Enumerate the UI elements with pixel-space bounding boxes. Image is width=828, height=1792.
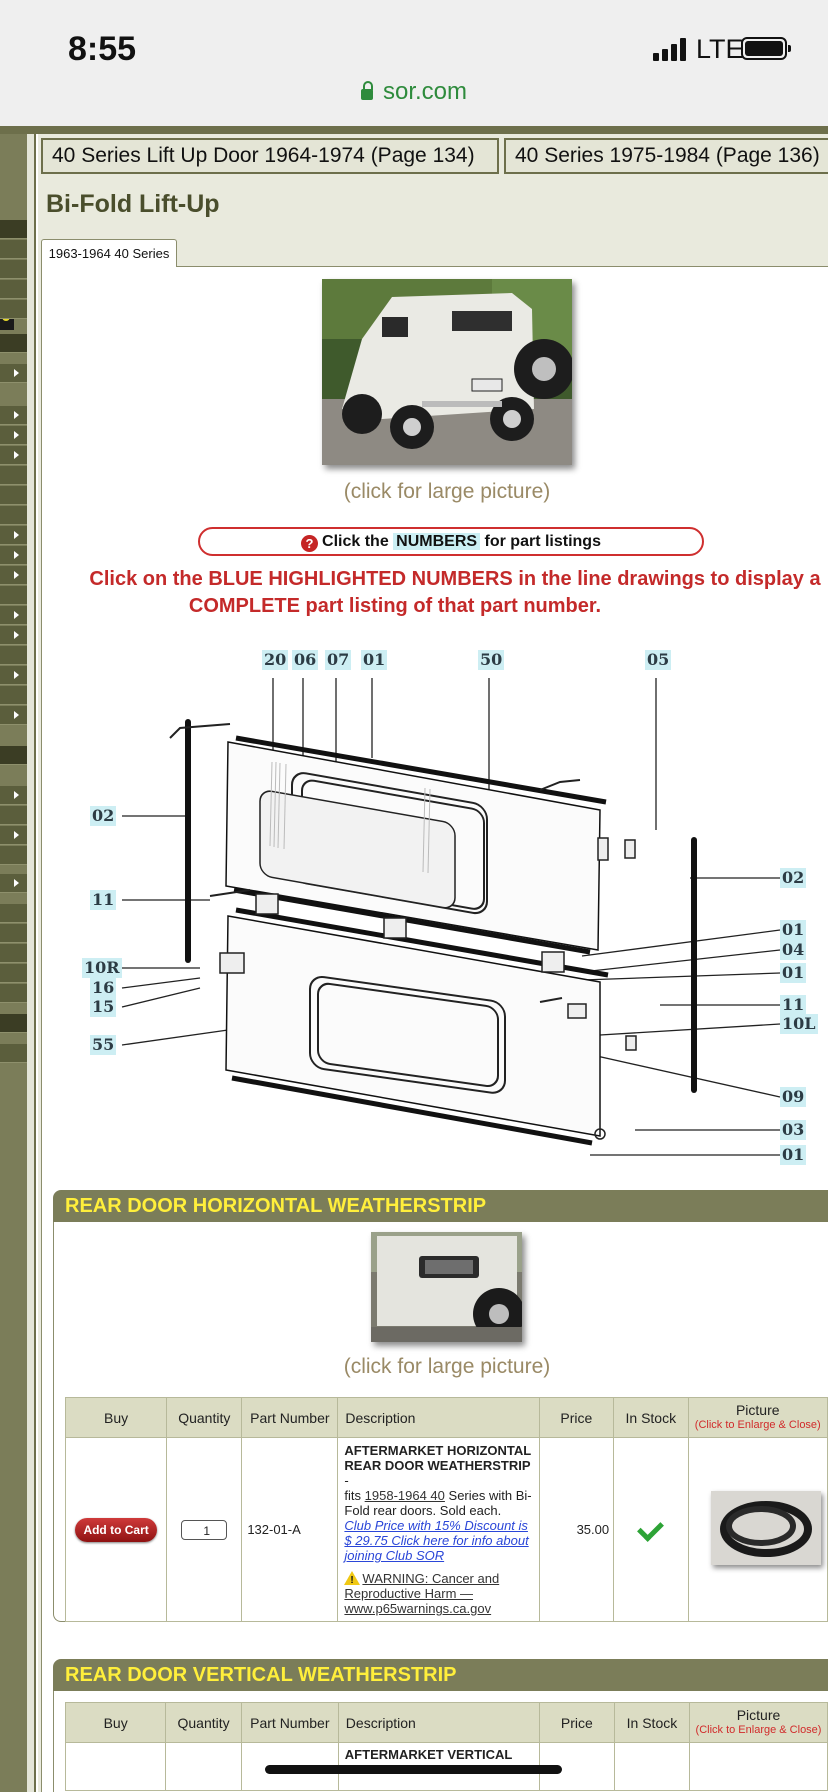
club-price-link[interactable]: Club Price with 15% Discount is $ 29.75 Click here for info about joining Club SOR bbox=[344, 1518, 529, 1563]
truck-photo[interactable] bbox=[322, 279, 572, 465]
col-price: Price bbox=[539, 1703, 614, 1743]
sidebar-item[interactable] bbox=[0, 486, 27, 505]
sidebar-item[interactable] bbox=[0, 546, 27, 565]
col-description: Description bbox=[338, 1703, 539, 1743]
chevron-right-icon bbox=[14, 551, 19, 559]
instructions-line-1: Click on the BLUE HIGHLIGHTED NUMBERS in the line drawings to display a bbox=[89, 568, 821, 590]
part-number-01[interactable]: 01 bbox=[782, 1145, 805, 1164]
part-number-02[interactable]: 02 bbox=[782, 868, 805, 887]
sidebar-item[interactable] bbox=[0, 334, 27, 353]
part-number-06[interactable]: 06 bbox=[294, 650, 317, 669]
part-number-01[interactable]: 01 bbox=[363, 650, 386, 669]
battery-icon bbox=[741, 37, 787, 60]
part-number-05[interactable]: 05 bbox=[647, 650, 670, 669]
sidebar-item[interactable] bbox=[0, 426, 27, 445]
hint-suffix: for part listings bbox=[484, 533, 601, 550]
sidebar-item[interactable] bbox=[0, 240, 27, 259]
numbers-hint-bar bbox=[198, 527, 704, 556]
instructions-line-2: COMPLETE part listing of that part number. bbox=[188, 595, 602, 617]
tab-lift-up-door[interactable]: 40 Series Lift Up Door 1964-1974 (Page 134) bbox=[41, 138, 499, 174]
col-part-number: Part Number bbox=[242, 1398, 338, 1438]
url-text: sor.com bbox=[382, 78, 468, 105]
table-header-row bbox=[66, 1398, 828, 1438]
chevron-right-icon bbox=[14, 831, 19, 839]
in-stock-cell bbox=[614, 1438, 688, 1622]
lock-icon bbox=[361, 89, 373, 100]
part-number-01[interactable]: 01 bbox=[782, 963, 805, 982]
table-header-row bbox=[66, 1703, 828, 1743]
tab-1963-1964[interactable]: 1963-1964 40 Series bbox=[41, 239, 177, 267]
picture-sublabel: (Click to Enlarge & Close) bbox=[695, 1723, 822, 1736]
add-to-cart-button[interactable]: Add to Cart bbox=[75, 1518, 157, 1542]
sidebar-item[interactable] bbox=[0, 904, 27, 923]
chevron-right-icon bbox=[14, 791, 19, 799]
sidebar-item[interactable] bbox=[0, 846, 27, 865]
part-number-20[interactable]: 20 bbox=[264, 650, 287, 669]
col-buy: Buy bbox=[66, 1398, 167, 1438]
part-number-55[interactable]: 55 bbox=[92, 1035, 115, 1054]
col-description: Description bbox=[338, 1398, 539, 1438]
sidebar-item[interactable] bbox=[0, 646, 27, 665]
col-buy: Buy bbox=[66, 1703, 166, 1743]
status-bar bbox=[0, 0, 828, 126]
price: 35.00 bbox=[539, 1438, 613, 1622]
sidebar-item[interactable] bbox=[0, 260, 27, 279]
fits-link[interactable]: 1958-1964 40 bbox=[364, 1488, 445, 1503]
network-label: LTE bbox=[696, 34, 744, 64]
part-number-11[interactable]: 11 bbox=[92, 890, 115, 909]
sidebar-item[interactable] bbox=[0, 706, 27, 725]
sidebar-item[interactable] bbox=[0, 964, 27, 983]
part-number-10l[interactable]: 10L bbox=[782, 1014, 816, 1033]
quantity-input[interactable]: 1 bbox=[181, 1520, 227, 1540]
section-header: REAR DOOR VERTICAL WEATHERSTRIP bbox=[53, 1659, 828, 1691]
picture-label: Picture bbox=[736, 1706, 781, 1723]
chevron-right-icon bbox=[14, 571, 19, 579]
sidebar-item[interactable] bbox=[0, 466, 27, 485]
section-header: REAR DOOR HORIZONTAL WEATHERSTRIP bbox=[53, 1190, 828, 1222]
signal-icon bbox=[653, 37, 693, 61]
col-in-stock: In Stock bbox=[614, 1398, 688, 1438]
sidebar-item[interactable] bbox=[0, 626, 27, 645]
chevron-right-icon bbox=[14, 531, 19, 539]
chevron-right-icon bbox=[14, 711, 19, 719]
sidebar-item[interactable] bbox=[0, 686, 27, 705]
part-number-50[interactable]: 50 bbox=[480, 650, 503, 669]
sidebar-item[interactable] bbox=[0, 300, 27, 319]
status-time: 8:55 bbox=[68, 30, 137, 68]
part-number-04[interactable]: 04 bbox=[782, 940, 805, 959]
sidebar-item[interactable] bbox=[0, 806, 27, 825]
tab-1975-1984[interactable]: 40 Series 1975-1984 (Page 136) bbox=[504, 138, 828, 174]
photo-caption[interactable]: (click for large picture) bbox=[343, 480, 551, 503]
chevron-right-icon bbox=[14, 671, 19, 679]
checkmark-icon bbox=[637, 1515, 664, 1542]
warning-icon bbox=[344, 1571, 360, 1585]
url-bar[interactable] bbox=[0, 78, 828, 106]
chevron-right-icon bbox=[14, 411, 19, 419]
sidebar-item[interactable] bbox=[0, 566, 27, 585]
sidebar-item[interactable] bbox=[0, 506, 27, 525]
page-title: Bi-Fold Lift-Up bbox=[46, 190, 220, 218]
chevron-right-icon bbox=[14, 369, 19, 377]
home-indicator[interactable] bbox=[265, 1765, 562, 1774]
picture-label: Picture bbox=[735, 1401, 780, 1418]
col-picture bbox=[688, 1398, 828, 1438]
hint-prefix: Click the bbox=[322, 533, 389, 550]
fits-suffix: Series with Bi-Fold rear doors. Sold each. bbox=[344, 1488, 532, 1518]
col-picture bbox=[690, 1703, 828, 1743]
table-row bbox=[66, 1438, 828, 1622]
weatherstrip-thumbnail[interactable] bbox=[711, 1491, 821, 1565]
col-price: Price bbox=[539, 1398, 613, 1438]
part-number-16[interactable]: 16 bbox=[92, 978, 115, 997]
weatherstrip-photo[interactable] bbox=[371, 1232, 522, 1342]
sidebar-item[interactable] bbox=[0, 1014, 27, 1033]
chevron-right-icon bbox=[14, 431, 19, 439]
part-number-02[interactable]: 02 bbox=[92, 806, 115, 825]
instructions-text bbox=[60, 566, 828, 620]
sidebar-item[interactable] bbox=[0, 666, 27, 685]
parts-diagram bbox=[60, 650, 828, 1170]
col-quantity: Quantity bbox=[166, 1703, 242, 1743]
sidebar-item[interactable] bbox=[0, 526, 27, 545]
page-top-band bbox=[0, 126, 828, 134]
sidebar-item[interactable] bbox=[0, 786, 27, 805]
col-quantity: Quantity bbox=[167, 1398, 242, 1438]
sidebar-item[interactable] bbox=[0, 826, 27, 845]
sidebar-item[interactable] bbox=[0, 364, 27, 383]
chevron-right-icon bbox=[14, 631, 19, 639]
sidebar-item[interactable] bbox=[0, 446, 27, 465]
parts-table bbox=[65, 1397, 828, 1622]
col-in-stock: In Stock bbox=[614, 1703, 689, 1743]
hint-highlight: NUMBERS bbox=[393, 533, 480, 550]
part-number-07[interactable]: 07 bbox=[327, 650, 350, 669]
photo-caption[interactable]: (click for large picture) bbox=[343, 1355, 551, 1378]
description-cell bbox=[338, 1438, 539, 1622]
part-number-09[interactable]: 09 bbox=[782, 1087, 805, 1106]
description-dash: - bbox=[344, 1473, 349, 1488]
part-number: 132-01-A bbox=[242, 1438, 338, 1622]
left-sidebar bbox=[0, 134, 27, 1792]
sidebar-divider bbox=[27, 134, 36, 1792]
sidebar-item[interactable] bbox=[0, 874, 27, 893]
sidebar-item[interactable] bbox=[0, 924, 27, 943]
part-number-10r[interactable]: 10R bbox=[84, 958, 120, 977]
part-number-15[interactable]: 15 bbox=[92, 997, 115, 1016]
help-icon: ? bbox=[301, 535, 318, 552]
sidebar-item[interactable] bbox=[0, 984, 27, 1003]
sidebar-item[interactable] bbox=[0, 1044, 27, 1063]
chevron-right-icon bbox=[14, 451, 19, 459]
description-title: AFTERMARKET VERTICAL bbox=[344, 1747, 513, 1762]
sidebar-item[interactable] bbox=[0, 280, 27, 299]
description-title: AFTERMARKET HORIZONTAL REAR DOOR WEATHERSTRIP bbox=[344, 1443, 531, 1473]
part-number-03[interactable]: 03 bbox=[782, 1120, 805, 1139]
sidebar-item[interactable] bbox=[0, 406, 27, 425]
sidebar-item[interactable] bbox=[0, 746, 27, 765]
sidebar-item[interactable] bbox=[0, 944, 27, 963]
chevron-right-icon bbox=[14, 879, 19, 887]
parts-table bbox=[65, 1702, 828, 1791]
prop65-warning-link[interactable]: WARNING: Cancer and Reproductive Harm — www.p65warnings.ca.gov bbox=[344, 1571, 500, 1616]
fits-prefix: fits bbox=[344, 1488, 362, 1503]
picture-cell[interactable] bbox=[688, 1438, 828, 1622]
picture-sublabel: (Click to Enlarge & Close) bbox=[694, 1418, 821, 1431]
part-number-11[interactable]: 11 bbox=[782, 995, 805, 1014]
part-number-01[interactable]: 01 bbox=[782, 920, 805, 939]
sidebar-item[interactable] bbox=[0, 220, 27, 239]
col-part-number: Part Number bbox=[241, 1703, 338, 1743]
